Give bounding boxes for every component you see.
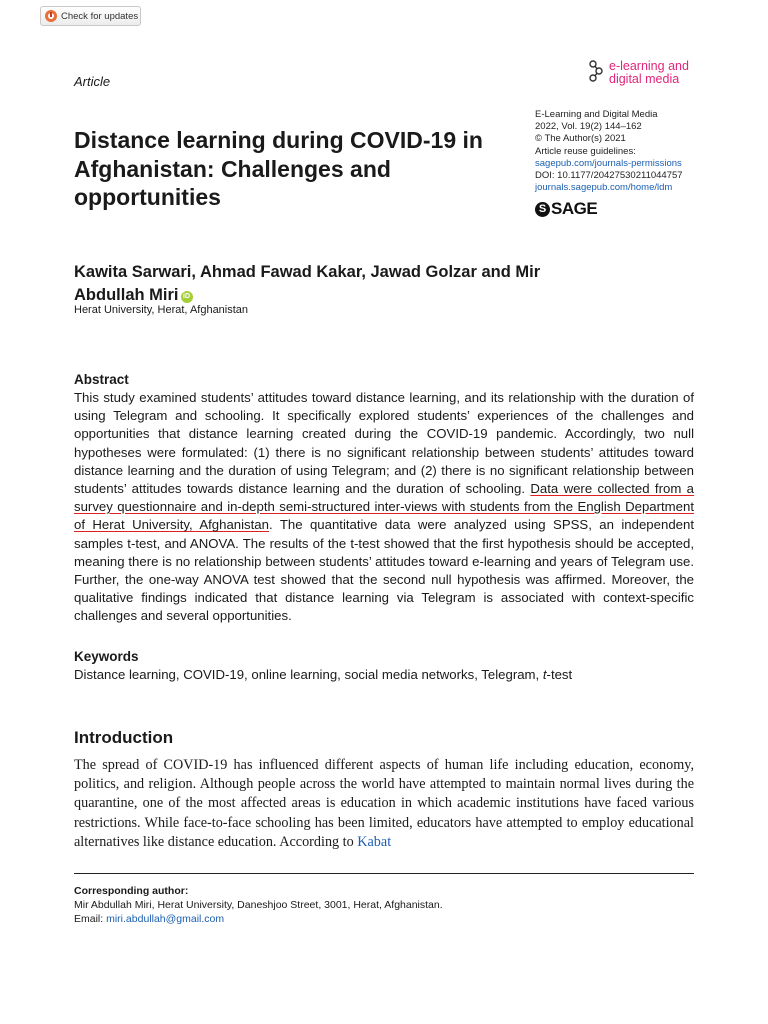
orcid-icon[interactable]: iD [181,291,193,303]
corresponding-author-block [74,884,443,927]
journal-metadata [535,109,683,194]
journal-logo-line-2: digital media [609,72,680,86]
permissions-link[interactable]: sagepub.com/journals-permissions [535,157,682,169]
journal-logo-icon [588,60,604,82]
crossmark-icon [45,10,57,22]
email-label: Email: [74,913,107,926]
abstract-text-part-2: . The quantitative data were analyzed using SPSS, an independent samples t-test, and ANOVA. The results of the t-test showed that the first hypothesis should be accepted, meaning there is no relationship between students’ attitudes toward e-learning and years of Telegram use. Further, the one-way ANOVA test showed that the second null hypothesis was affirmed. Moreover, the qualitative findings indicated that distance learning via Telegram is associated with context-specific challenges and several opportunities. [74,517,694,624]
email-link[interactable]: miri.abdullah@gmail.com [106,913,225,926]
corresponding-author-heading: Corresponding author: [74,885,189,897]
abstract-text-part-1: This study examined students’ attitudes toward distance learning, and its relationship with the duration of using Telegram and schooling. It specifically explored students’ experiences of the challenges and opportunities that distance learning created during the COVID-19 pandemic. Accordingly, two null hypotheses were formulated: (1) there is no significant relationship between students’ attitudes toward distance learning and the duration of using Telegram; and (2) there is no significant relationship between students’ attitudes towards distance learning and the duration of schooling. [74,390,694,497]
footnote-divider [74,873,694,874]
journal-home-link[interactable]: journals.sagepub.com/home/ldm [535,182,673,194]
sage-s-icon: S [535,202,550,217]
keywords-italic-t: t [542,667,547,682]
journal-logo [588,60,689,86]
journal-logo-line-1: e-learning and [609,59,689,73]
doi: DOI: 10.1177/20427530211044757 [535,170,683,182]
keywords-text [74,667,572,682]
introduction-text [74,756,694,852]
article-type-label: Article [74,74,111,89]
corresponding-author-address: Mir Abdullah Miri, Herat University, Daneshjoo Street, 3001, Herat, Afghanistan. [74,899,443,912]
check-for-updates-button[interactable] [40,6,141,26]
keywords-list: Distance learning, COVID-19, online learning, social media networks, Telegram, [74,667,543,682]
author-list [74,261,614,307]
copyright: © The Author(s) 2021 [535,133,626,145]
reuse-guidelines: Article reuse guidelines: [535,145,636,157]
citation-link-kabat[interactable]: Kabat [357,833,392,850]
check-for-updates-label: Check for updates [61,10,139,22]
affiliation: Herat University, Herat, Afghanistan [74,304,249,316]
sage-wordmark: SAGE [551,199,598,218]
article-title: Distance learning during COVID-19 in Afghanistan: Challenges and opportunities [74,127,483,210]
journal-volume: 2022, Vol. 19(2) 144–162 [535,121,642,133]
abstract-highlighted-sentence: Data were collected from a survey questionnaire and in-depth semi-structured inter-views with students from the English Department of Herat University, Afghanistan [74,481,695,533]
abstract-text [74,389,694,626]
introduction-paragraph: The spread of COVID-19 has influenced different aspects of human life including education, economy, politics, and religion. Although people across the world have attempted to maintain normal lives during the quarantine, one of the most affected areas is education in which academic institutions have faced various restrictions. While face-to-face schooling has been limited, educators have attempted to employ educational alternatives like distance education. According to [74,757,694,850]
authors-text: Kawita Sarwari, Ahmad Fawad Kakar, Jawad Golzar and Mir Abdullah Miri [74,263,541,304]
abstract-heading: Abstract [74,372,129,387]
introduction-heading: Introduction [74,728,174,747]
keywords-heading: Keywords [74,649,139,664]
sage-logo [535,199,597,219]
journal-name: E-Learning and Digital Media [535,109,658,120]
keywords-last: -test [546,667,573,682]
